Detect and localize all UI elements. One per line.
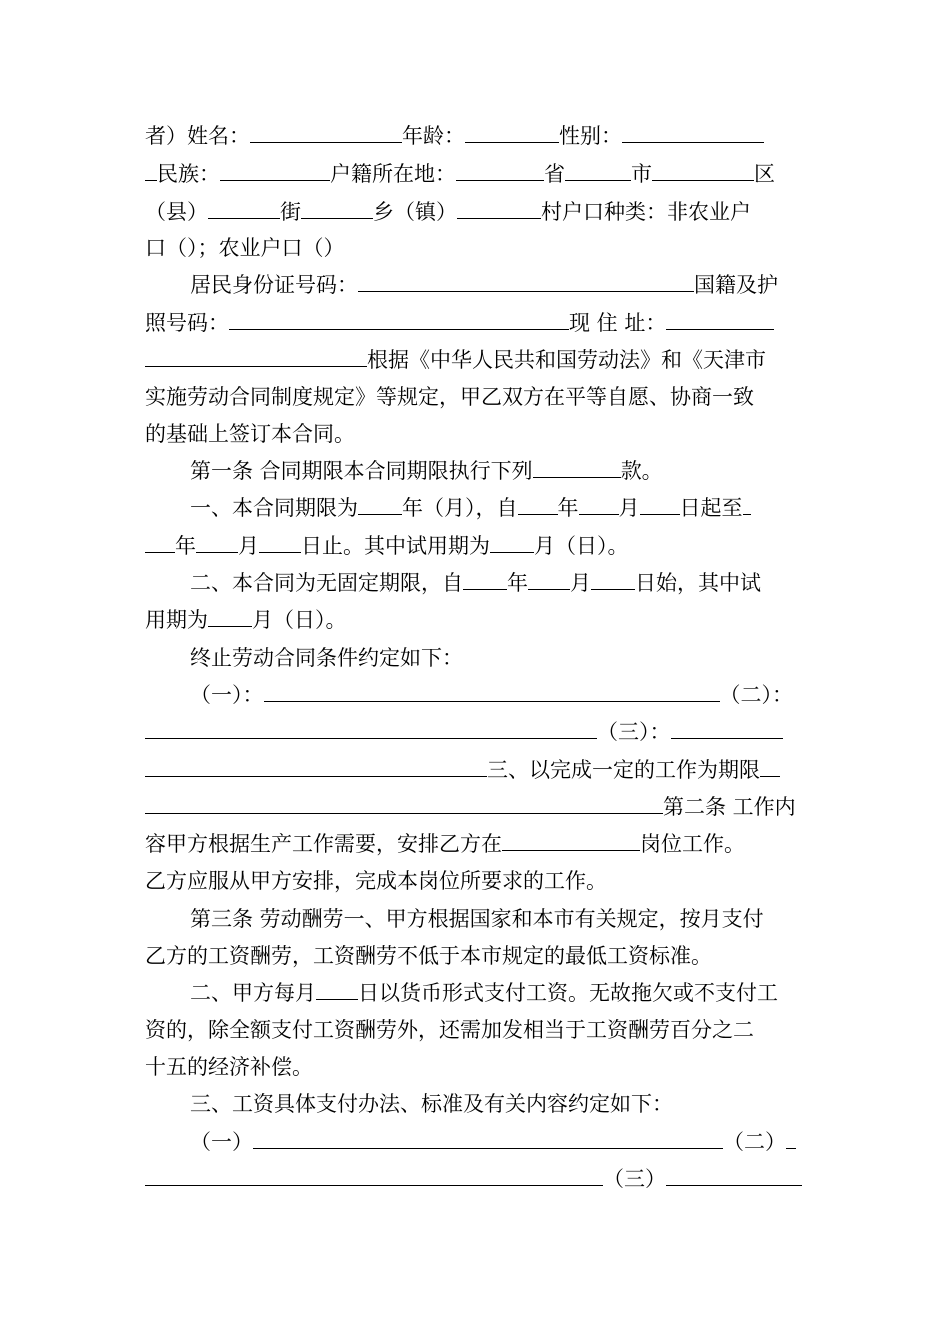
blank-field[interactable] <box>640 494 680 515</box>
blank-field[interactable] <box>786 1128 796 1149</box>
blank-field[interactable] <box>145 718 597 739</box>
text: （三） <box>603 1167 666 1191</box>
blank-field[interactable] <box>316 979 358 1000</box>
text: 年龄： <box>402 124 465 148</box>
text: 月 <box>570 571 591 595</box>
text: 第一条 合同期限本合同期限执行下列 <box>190 459 533 483</box>
text: 国籍及护 <box>694 273 778 297</box>
text-line <box>145 1165 802 1193</box>
text: 日始，其中试 <box>635 571 761 595</box>
text: 年 <box>557 496 579 520</box>
text-line <box>145 383 754 411</box>
text: 乙方的工资酬劳，工资酬劳不低于本市规定的最低工资标准。 <box>145 944 712 968</box>
text-line <box>145 309 774 337</box>
text: （二）： <box>719 683 793 707</box>
blank-field[interactable] <box>465 122 559 143</box>
text-line <box>145 718 783 746</box>
blank-field[interactable] <box>652 160 754 181</box>
text: 岗位工作。 <box>640 832 745 856</box>
text: 三、以完成一定的工作为期限 <box>487 758 760 782</box>
text: 性别： <box>559 124 622 148</box>
blank-field[interactable] <box>250 122 402 143</box>
text: 实施劳动合同制度规定》等规定，甲乙双方在平等自愿、协商一致 <box>145 385 754 409</box>
blank-field[interactable] <box>671 718 783 739</box>
text-line <box>145 793 796 821</box>
text-line <box>145 830 745 858</box>
text-line <box>190 644 463 672</box>
text: 月 <box>238 534 259 558</box>
text-line <box>145 346 766 374</box>
text: 照号码： <box>145 311 229 335</box>
text: 街 <box>280 200 301 224</box>
blank-field[interactable] <box>579 494 619 515</box>
text-line <box>145 942 712 970</box>
text-line <box>145 867 607 895</box>
text-line <box>190 905 764 933</box>
text: 月（日）。 <box>534 534 629 558</box>
blank-field[interactable] <box>301 198 373 219</box>
text: （一） <box>190 1130 253 1154</box>
text: 月（日）。 <box>252 608 347 632</box>
blank-field[interactable] <box>259 532 301 553</box>
text: 二、甲方每月 <box>190 981 316 1005</box>
text: 十五的经济补偿。 <box>145 1055 313 1079</box>
text-line <box>190 1090 673 1118</box>
text-line <box>145 532 629 560</box>
text: 年 <box>175 534 196 558</box>
text: 年 <box>507 571 528 595</box>
text: 日起至 <box>679 496 743 520</box>
text-line <box>190 271 778 299</box>
blank-field[interactable] <box>264 681 720 702</box>
text: 终止劳动合同条件约定如下： <box>190 646 463 670</box>
blank-field[interactable] <box>463 569 507 590</box>
text: 一、本合同期限为 <box>190 496 358 520</box>
text: 的基础上签订本合同。 <box>145 422 355 446</box>
text: 年（月），自 <box>402 496 518 520</box>
text-line <box>145 606 347 634</box>
text-line <box>190 457 663 485</box>
blank-field[interactable] <box>502 830 640 851</box>
blank-field[interactable] <box>743 494 751 515</box>
text: 现 住 址： <box>569 311 667 335</box>
blank-field[interactable] <box>490 532 534 553</box>
text: 户籍所在地： <box>330 162 456 186</box>
text-line <box>145 420 355 448</box>
blank-field[interactable] <box>591 569 635 590</box>
text: 款。 <box>620 459 663 483</box>
blank-field[interactable] <box>253 1128 723 1149</box>
blank-field[interactable] <box>457 198 541 219</box>
text: 者）姓名： <box>145 124 250 148</box>
text-line <box>145 198 751 226</box>
blank-field[interactable] <box>358 271 694 292</box>
blank-field[interactable] <box>145 1165 603 1186</box>
blank-field[interactable] <box>622 122 764 143</box>
text: 用期为 <box>145 608 208 632</box>
text: （二） <box>723 1130 786 1154</box>
text-line <box>145 756 780 784</box>
text: 乡（镇） <box>373 200 457 224</box>
blank-field[interactable] <box>358 494 402 515</box>
text: 日以货币形式支付工资。无故拖欠或不支付工 <box>358 981 778 1005</box>
text: 市 <box>631 162 652 186</box>
text: （三）： <box>597 720 671 744</box>
text: 居民身份证号码： <box>190 273 358 297</box>
text-line <box>145 234 345 262</box>
text: 乙方应服从甲方安排，完成本岗位所要求的工作。 <box>145 869 607 893</box>
text-line <box>190 494 751 522</box>
blank-field[interactable] <box>518 494 558 515</box>
text: 村户口种类：非农业户 <box>541 200 751 224</box>
blank-field[interactable] <box>196 532 238 553</box>
blank-field[interactable] <box>229 309 569 330</box>
text-line <box>190 681 793 709</box>
blank-field[interactable] <box>145 756 487 777</box>
text: 第二条 工作内 <box>663 795 796 819</box>
blank-field[interactable] <box>528 569 570 590</box>
text-line <box>190 979 778 1007</box>
text-line <box>145 160 775 188</box>
blank-field[interactable] <box>565 160 631 181</box>
text: （县） <box>145 200 208 224</box>
text: 民族： <box>157 162 220 186</box>
blank-field[interactable] <box>533 457 621 478</box>
blank-field[interactable] <box>145 346 367 367</box>
blank-field[interactable] <box>145 160 157 181</box>
blank-field[interactable] <box>208 198 280 219</box>
blank-field[interactable] <box>456 160 544 181</box>
blank-field[interactable] <box>145 532 175 553</box>
text-line <box>145 1053 313 1081</box>
text: 月 <box>618 496 640 520</box>
text: 资的，除全额支付工资酬劳外，还需加发相当于工资酬劳百分之二 <box>145 1018 754 1042</box>
text: 日止。其中试用期为 <box>301 534 490 558</box>
text: 区 <box>754 162 775 186</box>
blank-field[interactable] <box>208 606 252 627</box>
text: 容甲方根据生产工作需要，安排乙方在 <box>145 832 502 856</box>
text: 第三条 劳动酬劳一、甲方根据国家和本市有关规定，按月支付 <box>190 907 764 931</box>
text-line <box>190 569 761 597</box>
text: （一）： <box>190 683 264 707</box>
text: 二、本合同为无固定期限，自 <box>190 571 463 595</box>
text: 口（）；农业户口（） <box>145 236 345 260</box>
blank-field[interactable] <box>666 309 774 330</box>
text-line <box>190 1128 796 1156</box>
text: 根据《中华人民共和国劳动法》和《天津市 <box>367 348 766 372</box>
text: 三、工资具体支付办法、标准及有关内容约定如下： <box>190 1092 673 1116</box>
text: 省 <box>544 162 565 186</box>
blank-field[interactable] <box>760 756 780 777</box>
blank-field[interactable] <box>220 160 330 181</box>
text-line <box>145 1016 754 1044</box>
blank-field[interactable] <box>145 793 663 814</box>
text-line <box>145 122 764 150</box>
blank-field[interactable] <box>666 1165 802 1186</box>
